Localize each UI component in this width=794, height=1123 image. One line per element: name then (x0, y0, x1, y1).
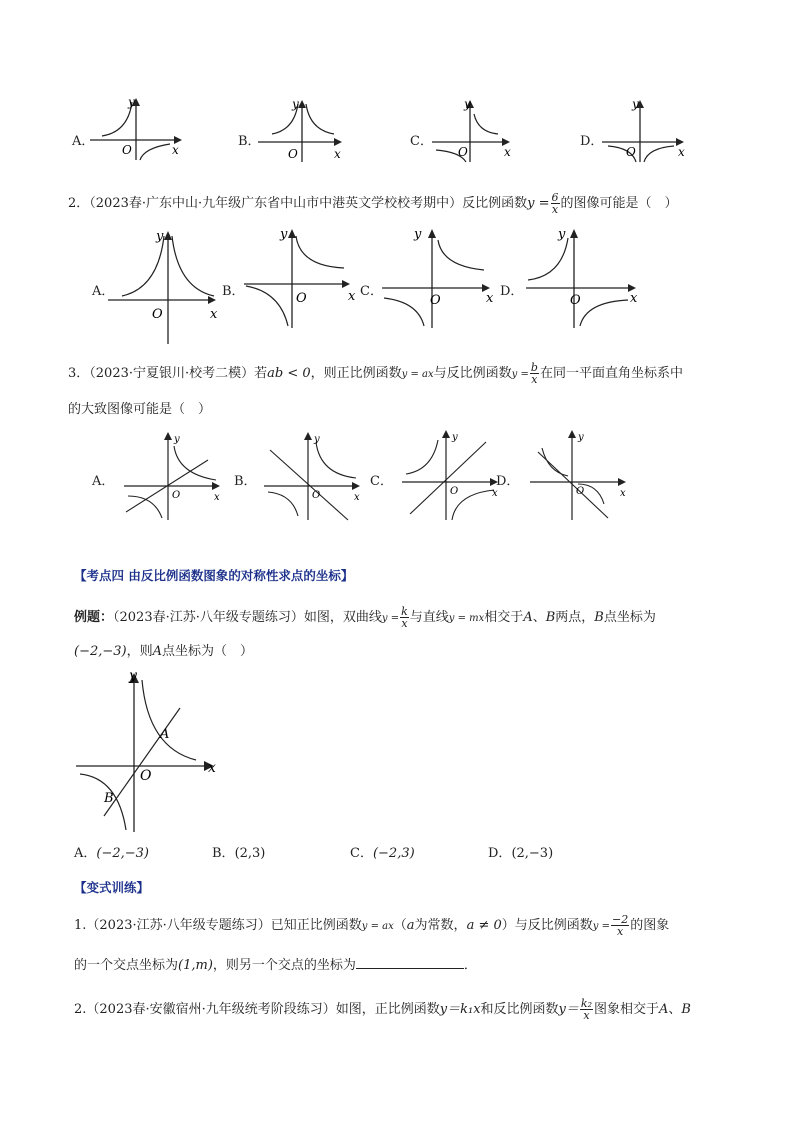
axis-x-label: x (348, 289, 356, 304)
axis-x-label: x (678, 145, 685, 159)
point-a-label: A (160, 727, 170, 742)
axis-x-label: x (630, 291, 638, 306)
svg-text:x: x (214, 492, 220, 503)
q1-option-c-label: C． (410, 134, 433, 149)
axis-y-label: y (280, 227, 288, 242)
axis-x-label: x (504, 145, 511, 159)
example-label: 例题： (74, 610, 114, 625)
axis-y-label: y (129, 668, 137, 684)
q2-fraction: $\frac{6}{x}$ (551, 191, 559, 216)
q3-option-b-label: B． (234, 474, 257, 489)
example-stem-line2: (−2,−3)，则A点坐标为（ ） (74, 644, 254, 659)
q3-graph-c (400, 428, 508, 522)
q1-graph-d (600, 98, 690, 164)
q1-graph-b (258, 98, 350, 164)
svg-text:O: O (450, 486, 459, 497)
q1-graph-a (90, 96, 190, 162)
origin-label: O (140, 768, 152, 784)
q2-option-c-label: C． (360, 284, 383, 299)
q1-option-d-label: D． (580, 134, 604, 149)
origin-label: O (570, 293, 581, 308)
axis-y-label: y (558, 227, 566, 242)
svg-text:y: y (314, 434, 320, 445)
origin-label: O (430, 293, 441, 308)
svg-text:O: O (576, 486, 585, 497)
practice-1-line1: 1.（2023·江苏·八年级专题练习）已知正比例函数y = ax（a为常数，a ≠ 0）与反比例函数y = $\frac{-2}{x}$ 的图象 (74, 913, 670, 938)
axis-x-label: x (210, 307, 218, 322)
example-choice-d[interactable]: D．(2,−3) (488, 846, 554, 861)
svg-text:x: x (492, 488, 498, 499)
origin-label: O (626, 145, 636, 159)
example-choice-a[interactable]: A．(−2,−3) (74, 846, 149, 861)
q2-stem (68, 192, 678, 215)
axis-x-label: x (334, 147, 341, 161)
q2-tail: 的图像可能是（ ） (560, 196, 678, 211)
origin-label: O (458, 145, 468, 159)
point-b-label: B (104, 791, 114, 806)
origin-label: O (296, 291, 307, 306)
origin-label: O (122, 143, 132, 157)
section-4-title: 【考点四 由反比例函数图象的对称性求点的坐标】 (74, 568, 354, 583)
origin-label: O (152, 307, 163, 322)
origin-label: O (288, 147, 298, 161)
example-stem-line1: 例题：（2023春·江苏·八年级专题练习）如图，双曲线y = $\frac{k}{x}$ 与直线y = mx相交于A、B两点，B点坐标为 (74, 605, 656, 630)
q1-option-b-label: B． (238, 134, 261, 149)
q3-option-d-label: D． (496, 474, 520, 489)
axis-x-label: x (486, 291, 494, 306)
q1-graph-c (430, 98, 518, 164)
q1-option-a-label: A． (72, 134, 95, 149)
axis-x-label: x (172, 143, 179, 157)
answer-blank[interactable] (356, 956, 464, 969)
svg-text:x: x (354, 492, 360, 503)
axis-y-label: y (464, 97, 471, 111)
axis-y-label: y (414, 227, 422, 242)
svg-text:x: x (620, 488, 626, 499)
practice-1-line2: 的一个交点坐标为(1,m)，则另一个交点的坐标为 ． (74, 958, 477, 973)
q3-graph-a (122, 430, 230, 522)
example-choice-b[interactable]: B．(2,3) (212, 846, 266, 861)
svg-text:y: y (578, 432, 584, 443)
q3-stem-line1: 3．（2023·宁夏银川·校考二模）若ab < 0，则正比例函数y = ax与反比例函数y = $\frac{b}{x}$ 在同一平面直角坐标系中 (68, 361, 683, 386)
q3-graph-b (262, 430, 370, 522)
q3-graph-d (528, 428, 636, 522)
practice-title: 【变式训练】 (74, 880, 150, 895)
q3-option-a-label: A． (92, 474, 115, 489)
q3-stem-line2: 的大致图像可能是（ ） (68, 402, 212, 417)
q2-source: （2023春·广东中山·九年级广东省中山市中港英文学校校考期中）反比例函数 (89, 196, 528, 211)
q2-number: 2． (68, 196, 90, 211)
axis-y-label: y (128, 95, 135, 109)
q2-option-a-label: A． (92, 284, 115, 299)
q2-graph-c (380, 226, 504, 330)
svg-text:y: y (174, 434, 180, 445)
axis-y-label: y (156, 229, 164, 244)
q2-func-lhs: y = (527, 196, 550, 211)
svg-text:O: O (312, 490, 321, 501)
axis-y-label: y (632, 97, 639, 111)
example-graph (74, 668, 224, 834)
q2-graph-a (108, 228, 228, 346)
q2-option-b-label: B． (222, 284, 245, 299)
practice-2-line1: 2.（2023春·安徽宿州·九年级统考阶段练习）如图，正比例函数y＝k₁x和反比例函数y＝ $\frac{\text{k₂}}{x}$ 图象相交于A、B (74, 997, 691, 1022)
q3-option-c-label: C． (370, 474, 393, 489)
q2-graph-d (520, 226, 644, 330)
q2-graph-b (240, 226, 366, 330)
svg-text:y: y (452, 432, 458, 443)
axis-y-label: y (292, 97, 299, 111)
example-choice-c[interactable]: C．(−2,3) (350, 846, 415, 861)
axis-x-label: x (208, 760, 216, 776)
svg-text:O: O (172, 490, 181, 501)
q2-option-d-label: D． (500, 284, 524, 299)
